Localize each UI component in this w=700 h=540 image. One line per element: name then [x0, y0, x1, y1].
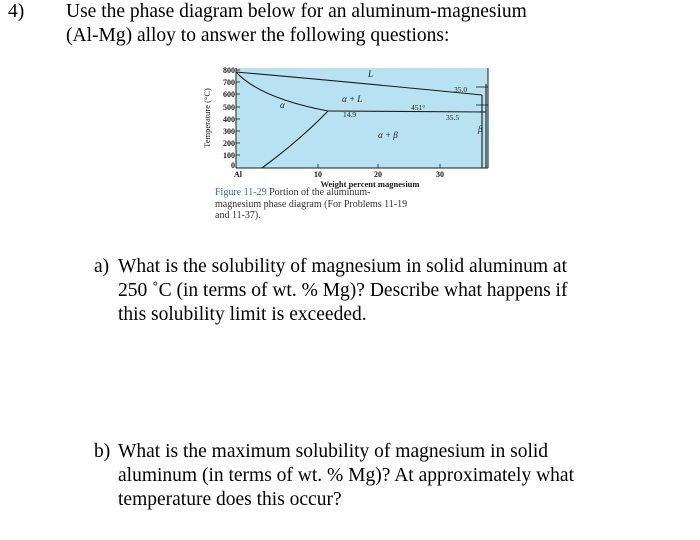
question-number: 4)	[8, 1, 25, 22]
y-axis-label: Temperature (°C)	[202, 88, 212, 148]
caption-text-3: and 11-37).	[215, 210, 261, 221]
region-beta: β	[478, 124, 483, 134]
figure-caption	[215, 187, 505, 222]
part-b-line-3: temperature does this occur?	[118, 489, 342, 510]
x-tick-label: 30	[436, 170, 444, 179]
caption-text-1: Portion of the aluminum-	[269, 187, 371, 198]
caption-label: Figure 11-29	[215, 187, 267, 198]
y-tick-label: 400	[223, 115, 235, 124]
y-tick-label: 100	[223, 151, 235, 160]
y-tick-label: 0	[231, 161, 235, 170]
y-tick-label: 800	[223, 66, 235, 75]
part-b-line-1: What is the maximum solubility of magnesium in solid	[118, 441, 549, 462]
question-intro	[8, 0, 686, 48]
annotation-alpha-max: 14.9	[343, 110, 357, 119]
x-tick-label: Al	[234, 170, 242, 179]
y-tick-label: 600	[223, 90, 235, 99]
question-line-2: (Al-Mg) alloy to answer the following questions:	[66, 25, 450, 46]
region-alpha: α	[280, 100, 285, 110]
part-b-line-2: aluminum (in terms of wt. % Mg)? At approximately what	[118, 465, 574, 486]
region-liquid: L	[368, 69, 374, 79]
region-alpha-plus-liquid: α + L	[342, 94, 363, 104]
x-tick-label: 20	[374, 170, 382, 179]
phase-diagram	[200, 60, 500, 190]
y-tick-label: 300	[223, 127, 235, 136]
region-alpha-plus-beta: α + β	[378, 130, 398, 140]
part-b-label: b)	[94, 441, 111, 462]
y-tick-label: 700	[223, 78, 235, 87]
part-b	[94, 440, 638, 512]
x-axis-label: Weight percent magnesium	[320, 179, 420, 189]
annotation-eutectic-temp: 451°	[411, 103, 426, 112]
question-line-1: Use the phase diagram below for an aluminum-magnesium	[66, 1, 527, 22]
caption-text-2: magnesium phase diagram (For Problems 11-19	[215, 198, 408, 210]
y-tick-label: 200	[223, 139, 235, 148]
part-a-line-1: What is the solubility of magnesium in solid aluminum at	[118, 256, 567, 277]
y-tick-label: 500	[223, 103, 235, 112]
annotation-beta-limit: 35.5	[446, 113, 460, 122]
part-a	[94, 255, 638, 327]
x-tick-label: 10	[314, 170, 322, 179]
annotation-eutectic-point: 35.0	[454, 85, 468, 94]
part-a-label: a)	[94, 256, 110, 277]
part-a-line-2: 250 ˚C (in terms of wt. % Mg)? Describe what happens if	[118, 280, 568, 301]
part-a-line-3: this solubility limit is exceeded.	[118, 304, 367, 325]
